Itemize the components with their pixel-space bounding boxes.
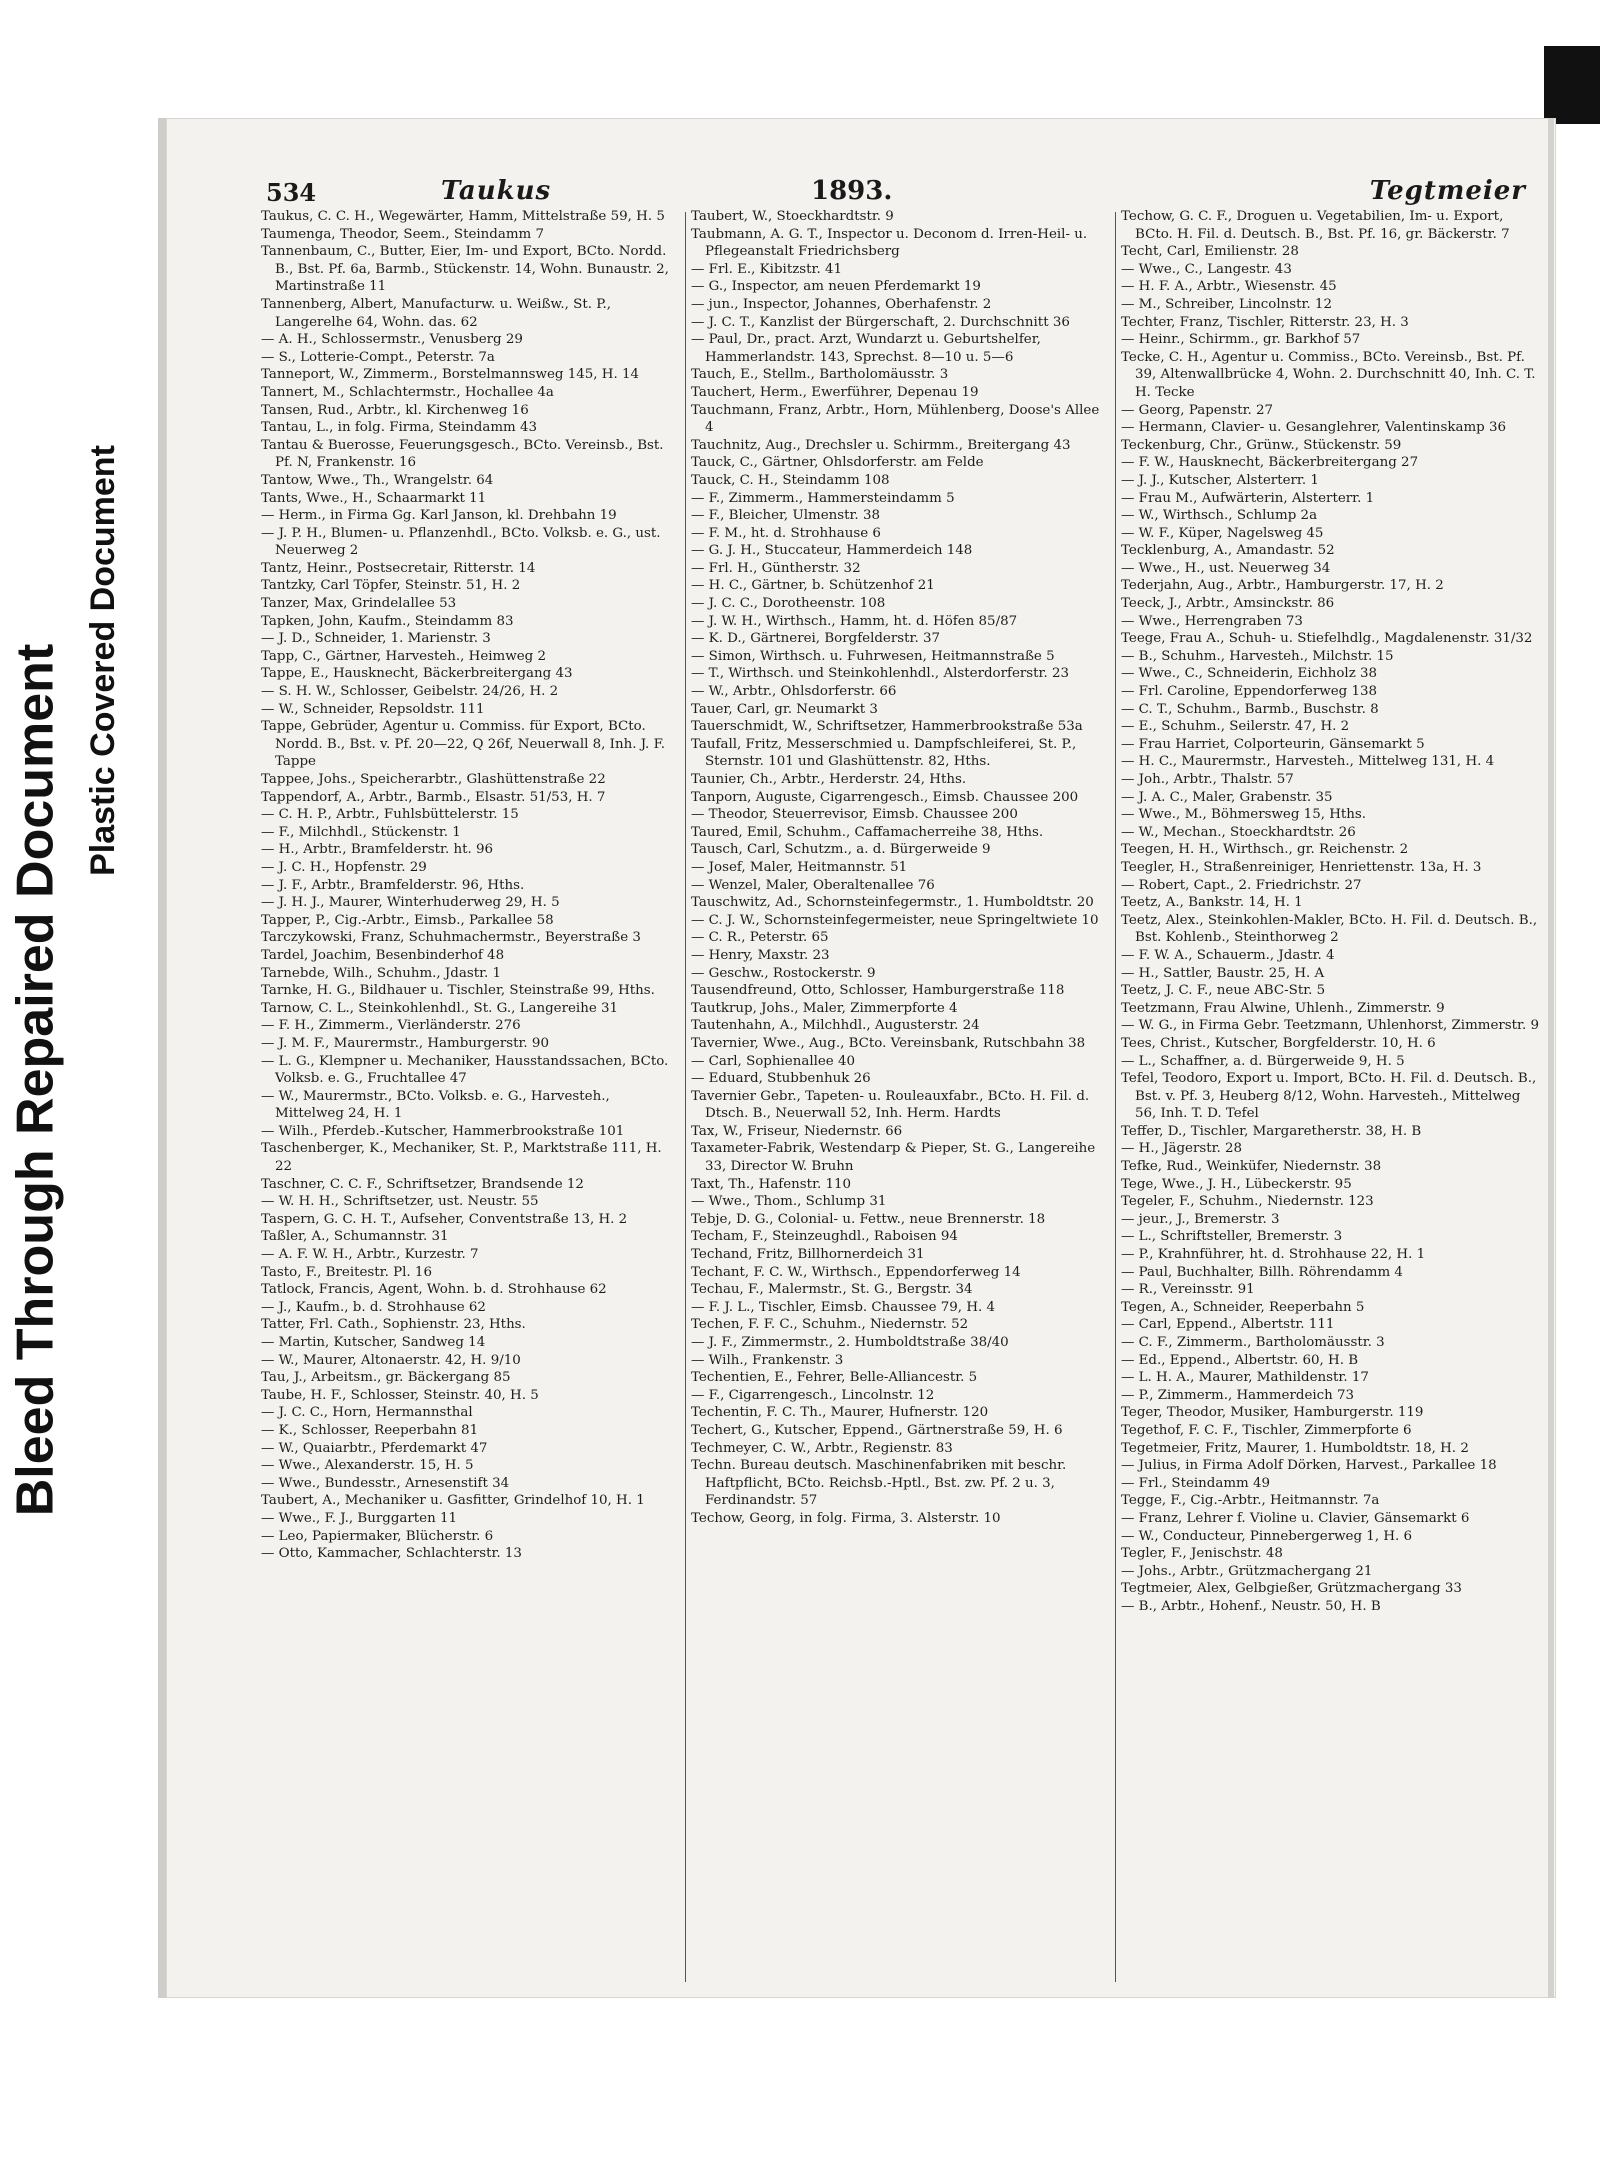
directory-entry: Tautkrup, Johs., Maler, Zimmerpforte 4 <box>691 1000 958 1016</box>
directory-entry: — Ed., Eppend., Albertstr. 60, H. B <box>1121 1352 1359 1368</box>
directory-entry: — Geschw., Rostockerstr. 9 <box>691 965 876 981</box>
directory-column-3 <box>1121 208 1541 1988</box>
header-left-word: Taukus <box>441 176 552 206</box>
directory-entry: Techant, F. C. W., Wirthsch., Eppendorferweg 14 <box>691 1264 1021 1280</box>
directory-entry: — H. F. A., Arbtr., Wiesenstr. 45 <box>1121 279 1337 295</box>
directory-entry: Tantau, L., in folg. Firma, Steindamm 43 <box>261 420 538 436</box>
directory-entry: — C. R., Peterstr. 65 <box>691 930 829 946</box>
directory-entry: Taukus, C. C. H., Wegewärter, Hamm, Mittelstraße 59, H. 5 <box>261 209 665 224</box>
directory-entry: Taschner, C. C. F., Schriftsetzer, Brandsende 12 <box>261 1176 584 1192</box>
directory-entry: Techn. Bureau deutsch. Maschinenfabriken mit beschr. Haftpflicht, BCto. Reichsb.-Hptl., Bst. zw. Pf. 2 u. 3, Ferdinandstr. 57 <box>691 1458 1067 1509</box>
directory-entry: — W., Maurer, Altonaerstr. 42, H. 9/10 <box>261 1352 521 1368</box>
directory-entry: — jeur., J., Bremerstr. 3 <box>1121 1211 1280 1227</box>
directory-entry: Tauch, E., Stellm., Bartholomäusstr. 3 <box>691 367 949 383</box>
directory-entry: — W., Conducteur, Pinnebergerweg 1, H. 6 <box>1121 1528 1413 1544</box>
directory-entry: — Frl. Caroline, Eppendorferweg 138 <box>1121 684 1378 700</box>
directory-entry: — Paul, Dr., pract. Arzt, Wundarzt u. Geburtshelfer, Hammerlandstr. 143, Sprechst. 8—10 u. 5—6 <box>691 332 1041 365</box>
directory-entry: — F. M., ht. d. Strohhause 6 <box>691 525 881 541</box>
directory-entry: — L. H. A., Maurer, Mathildenstr. 17 <box>1121 1370 1369 1386</box>
directory-entry: Tautenhahn, A., Milchhdl., Augusterstr. 24 <box>691 1018 980 1034</box>
directory-entry: Teegler, H., Straßenreiniger, Henriettenstr. 13a, H. 3 <box>1121 859 1482 875</box>
directory-entry: — Wwe., Bundesstr., Arnesenstift 34 <box>261 1475 510 1491</box>
directory-entry: — T., Wirthsch. und Steinkohlenhdl., Alsterdorferstr. 23 <box>691 666 1070 682</box>
directory-entry: — Georg, Papenstr. 27 <box>1121 402 1274 418</box>
directory-entry: Tanneport, W., Zimmerm., Borstelmannsweg 145, H. 14 <box>261 367 640 383</box>
directory-entry: Tausch, Carl, Schutzm., a. d. Bürgerweide 9 <box>691 842 991 858</box>
header-year: 1893. <box>811 176 893 206</box>
directory-entry: — J. P. H., Blumen- u. Pflanzenhdl., BCto. Volksb. e. G., ust. Neuerweg 2 <box>261 525 661 559</box>
directory-entry: — J. M. F., Maurermstr., Hamburgerstr. 90 <box>261 1035 549 1051</box>
directory-entry: — Wwe., C., Schneiderin, Eichholz 38 <box>1121 666 1378 682</box>
directory-entry: Tansen, Rud., Arbtr., kl. Kirchenweg 16 <box>261 402 529 418</box>
directory-entry: Tardel, Joachim, Besenbinderhof 48 <box>261 947 505 963</box>
directory-entry: Tavernier, Wwe., Aug., BCto. Vereinsbank, Rutschbahn 38 <box>691 1035 1086 1051</box>
directory-entry: — H., Arbtr., Bramfelderstr. ht. 96 <box>261 842 494 858</box>
directory-entry: Taubert, W., Stoeckhardtstr. 9 <box>691 209 894 224</box>
scanned-page <box>158 118 1556 1998</box>
header-right-word: Tegtmeier <box>1369 176 1526 206</box>
directory-entry: Taubert, A., Mechaniker u. Gasfitter, Grindelhof 10, H. 1 <box>261 1493 645 1509</box>
directory-entry: — J. J., Kutscher, Alsterterr. 1 <box>1121 472 1319 488</box>
directory-entry: — W., Schneider, Repsoldstr. 111 <box>261 701 485 717</box>
directory-entry: — K., Schlosser, Reeperbahn 81 <box>261 1422 479 1438</box>
directory-entry: — G. J. H., Stuccateur, Hammerdeich 148 <box>691 543 973 559</box>
directory-entry: — C. F., Zimmerm., Bartholomäusstr. 3 <box>1121 1335 1385 1350</box>
directory-entry: — Otto, Kammacher, Schlachterstr. 13 <box>261 1546 522 1562</box>
side-label-repaired-text: Bleed Through Repaired Document <box>6 643 64 1517</box>
directory-entry: Tefel, Teodoro, Export u. Import, BCto. H. Fil. d. Deutsch. B., Bst. v. Pf. 3, Heuberg 8/12, Wohn. Harvesteh., Mittelweg 56, Inh. T. D. Tefel <box>1121 1071 1537 1122</box>
black-tab-marker <box>1544 46 1600 124</box>
directory-entry: Tarnebde, Wilh., Schuhm., Jdastr. 1 <box>261 965 502 981</box>
directory-entry: — L., Schaffner, a. d. Bürgerweide 9, H. 5 <box>1121 1053 1405 1069</box>
directory-entry: — Carl, Eppend., Albertstr. 111 <box>1121 1317 1335 1333</box>
directory-entry: Tappe, Gebrüder, Agentur u. Commiss. für Export, BCto. Nordd. B., Bst. v. Pf. 20—22, Q 26f, Neuerwall 8, Inh. J. F. Tappe <box>261 719 666 770</box>
directory-entry: — F. H., Zimmerm., Vierländerstr. 276 <box>261 1018 521 1034</box>
directory-entry: Tax, W., Friseur, Niedernstr. 66 <box>691 1123 903 1139</box>
directory-entry: — Theodor, Steuerrevisor, Eimsb. Chaussee 200 <box>691 807 1018 823</box>
directory-entry: — J. A. C., Maler, Grabenstr. 35 <box>1121 789 1333 805</box>
directory-entry: — Robert, Capt., 2. Friedrichstr. 27 <box>1121 877 1362 893</box>
directory-entry: Tauschwitz, Ad., Schornsteinfegermstr., 1. Humboldtstr. 20 <box>691 895 1094 911</box>
directory-entry: Tegge, F., Cig.-Arbtr., Heitmannstr. 7a <box>1121 1493 1380 1509</box>
directory-entry: Techt, Carl, Emilienstr. 28 <box>1121 244 1299 260</box>
directory-entry: — J. W. H., Wirthsch., Hamm, ht. d. Höfen 85/87 <box>691 613 1018 629</box>
directory-entry: Techert, G., Kutscher, Eppend., Gärtnerstraße 59, H. 6 <box>691 1422 1063 1438</box>
directory-entry: — C. J. W., Schornsteinfegermeister, neue Springeltwiete 10 <box>691 912 1099 928</box>
directory-entry: Teegen, H. H., Wirthsch., gr. Reichenstr. 2 <box>1121 842 1409 858</box>
directory-entry: — Wwe., F. J., Burggarten 11 <box>261 1510 457 1526</box>
directory-entry: — Frau Harriet, Colporteurin, Gänsemarkt 5 <box>1121 736 1425 752</box>
directory-entry: — Frau M., Aufwärterin, Alsterterr. 1 <box>1121 490 1375 506</box>
directory-entry: Taxt, Th., Hafenstr. 110 <box>691 1176 852 1192</box>
directory-entry: Teege, Frau A., Schuh- u. Stiefelhdlg., Magdalenenstr. 31/32 <box>1121 631 1533 647</box>
directory-entry: — W., Arbtr., Ohlsdorferstr. 66 <box>691 684 897 700</box>
directory-entry: Taschenberger, K., Mechaniker, St. P., Marktstraße 111, H. 22 <box>261 1141 662 1175</box>
directory-entry: — Wwe., C., Langestr. 43 <box>1121 261 1292 277</box>
directory-entry: Teetz, A., Bankstr. 14, H. 1 <box>1121 895 1303 911</box>
directory-entry: Taunier, Ch., Arbtr., Herderstr. 24, Hths. <box>691 772 967 787</box>
directory-entry: — J. F., Zimmermstr., 2. Humboldtstraße 38/40 <box>691 1335 1009 1350</box>
side-label-plastic <box>78 380 128 940</box>
side-label-plastic-text: Plastic Covered Document <box>83 444 122 876</box>
directory-entry: Teckenburg, Chr., Grünw., Stückenstr. 59 <box>1121 437 1402 453</box>
directory-column-2 <box>691 208 1111 1988</box>
directory-entry: — W. H. H., Schriftsetzer, ust. Neustr. 55 <box>261 1194 539 1210</box>
directory-entry: — J. H. J., Maurer, Winterhuderweg 29, H. 5 <box>261 895 560 911</box>
directory-entry: — M., Schreiber, Lincolnstr. 12 <box>1121 296 1332 312</box>
directory-entry: Tees, Christ., Kutscher, Borgfelderstr. 10, H. 6 <box>1121 1035 1436 1051</box>
directory-entry: Techen, F. F. C., Schuhm., Niedernstr. 52 <box>691 1317 969 1333</box>
directory-entry: Tegtmeier, Alex, Gelbgießer, Grützmachergang 33 <box>1121 1581 1462 1597</box>
directory-entry: — Wwe., Thom., Schlump 31 <box>691 1194 887 1210</box>
directory-entry: Tantau & Buerosse, Feuerungsgesch., BCto. Vereinsb., Bst. Pf. N, Frankenstr. 16 <box>261 437 664 471</box>
directory-entry: Tege, Wwe., J. H., Lübeckerstr. 95 <box>1121 1176 1352 1192</box>
directory-entry: Tauchert, Herm., Ewerführer, Depenau 19 <box>691 384 979 400</box>
directory-entry: — G., Inspector, am neuen Pferdemarkt 19 <box>691 279 981 295</box>
directory-entry: Tapp, C., Gärtner, Harvesteh., Heimweg 2 <box>261 648 546 664</box>
directory-entry: — E., Schuhm., Seilerstr. 47, H. 2 <box>1121 719 1350 735</box>
directory-entry: — J. D., Schneider, 1. Marienstr. 3 <box>261 631 491 647</box>
directory-entry: — W., Maurermstr., BCto. Volksb. e. G., Harvesteh., Mittelweg 24, H. 1 <box>261 1088 610 1122</box>
directory-entry: — Joh., Arbtr., Thalstr. 57 <box>1121 772 1294 787</box>
directory-entry: — W. F., Küper, Nagelsweg 45 <box>1121 525 1324 541</box>
directory-entry: — Carl, Sophienallee 40 <box>691 1053 856 1069</box>
directory-entry: — C. H. P., Arbtr., Fuhlsbüttelerstr. 15 <box>261 807 519 823</box>
directory-entry: — Frl. E., Kibitzstr. 41 <box>691 261 842 277</box>
directory-entry: — J. F., Arbtr., Bramfelderstr. 96, Hths. <box>261 877 525 893</box>
directory-entry: Tappe, E., Hausknecht, Bäckerbreitergang 43 <box>261 666 573 682</box>
directory-entry: Techand, Fritz, Billhornerdeich 31 <box>691 1247 925 1263</box>
directory-column-1 <box>261 208 681 1988</box>
directory-entry: — C. T., Schuhm., Barmb., Buschstr. 8 <box>1121 701 1379 717</box>
directory-entry: Teeck, J., Arbtr., Amsinckstr. 86 <box>1121 596 1335 612</box>
directory-entry: Tantz, Heinr., Postsecretair, Ritterstr. 14 <box>261 560 536 576</box>
directory-entry: Tatter, Frl. Cath., Sophienstr. 23, Hths. <box>261 1317 526 1333</box>
directory-entry: — Eduard, Stubbenhuk 26 <box>691 1071 871 1087</box>
directory-entry: — Wilh., Pferdeb.-Kutscher, Hammerbrookstraße 101 <box>261 1123 625 1139</box>
directory-entry: Teetz, Alex., Steinkohlen-Makler, BCto. H. Fil. d. Deutsch. B., Bst. Kohlenb., Steinthorweg 2 <box>1121 912 1538 946</box>
directory-entry: — Wwe., Alexanderstr. 15, H. 5 <box>261 1458 474 1474</box>
directory-entry: — R., Vereinsstr. 91 <box>1121 1282 1255 1298</box>
column-divider <box>685 212 686 1982</box>
directory-entry: — J. C. C., Horn, Hermannsthal <box>261 1405 473 1421</box>
directory-entry: Tanzer, Max, Grindelallee 53 <box>261 596 457 612</box>
directory-entry: Taufall, Fritz, Messerschmied u. Dampfschleiferei, St. P., Sternstr. 101 und Glashüttenstr. 82, Hths. <box>691 736 1077 770</box>
directory-entry: Tausendfreund, Otto, Schlosser, Hamburgerstraße 118 <box>691 983 1065 999</box>
directory-entry: Tannenberg, Albert, Manufacturw. u. Weißw., St. P., Langerelhe 64, Wohn. das. 62 <box>261 296 612 330</box>
directory-entry: — Julius, in Firma Adolf Dörken, Harvest., Parkallee 18 <box>1121 1458 1497 1474</box>
directory-entry: — Franz, Lehrer f. Violine u. Clavier, Gänsemarkt 6 <box>1121 1510 1470 1526</box>
directory-entry: Tauchmann, Franz, Arbtr., Horn, Mühlenberg, Doose's Allee 4 <box>691 402 1100 436</box>
directory-entry: Techentien, E., Fehrer, Belle-Alliancestr. 5 <box>691 1370 978 1386</box>
directory-entry: — F., Zimmerm., Hammersteindamm 5 <box>691 490 955 506</box>
directory-entry: Tannert, M., Schlachtermstr., Hochallee 4a <box>261 384 554 400</box>
directory-entry: Tatlock, Francis, Agent, Wohn. b. d. Strohhause 62 <box>261 1282 607 1298</box>
directory-entry: — W., Wirthsch., Schlump 2a <box>1121 508 1318 524</box>
directory-entry: Tefke, Rud., Weinküfer, Niedernstr. 38 <box>1121 1159 1382 1175</box>
directory-entry: Tegler, F., Jenischstr. 48 <box>1121 1546 1283 1562</box>
directory-entry: Tanporn, Auguste, Cigarrengesch., Eimsb. Chaussee 200 <box>691 789 1079 805</box>
directory-entry: — J., Kaufm., b. d. Strohhause 62 <box>261 1299 486 1315</box>
directory-entry: — Simon, Wirthsch. u. Fuhrwesen, Heitmannstraße 5 <box>691 648 1055 664</box>
directory-entry: — Paul, Buchhalter, Billh. Röhrendamm 4 <box>1121 1264 1403 1280</box>
directory-entry: Techam, F., Steinzeughdl., Raboisen 94 <box>691 1229 958 1245</box>
directory-entry: Tauer, Carl, gr. Neumarkt 3 <box>691 701 878 717</box>
directory-entry: Tantow, Wwe., Th., Wrangelstr. 64 <box>261 472 494 488</box>
directory-entry: Tapken, John, Kaufm., Steindamm 83 <box>261 613 514 629</box>
directory-entry: — jun., Inspector, Johannes, Oberhafenstr. 2 <box>691 296 992 312</box>
directory-entry: Tappendorf, A., Arbtr., Barmb., Elsastr. 51/53, H. 7 <box>261 789 606 805</box>
directory-entry: — H. C., Maurermstr., Harvesteh., Mittelweg 131, H. 4 <box>1121 754 1495 770</box>
directory-entry: — F., Cigarrengesch., Lincolnstr. 12 <box>691 1387 935 1403</box>
directory-entry: — L., Schriftsteller, Bremerstr. 3 <box>1121 1229 1343 1245</box>
directory-entry: — A. H., Schlossermstr., Venusberg 29 <box>261 332 523 348</box>
directory-entry: — W., Mechan., Stoeckhardtstr. 26 <box>1121 824 1356 840</box>
directory-entry: — F., Milchhdl., Stückenstr. 1 <box>261 824 461 840</box>
side-label-repaired <box>6 330 64 1830</box>
directory-entry: Teffer, D., Tischler, Margaretherstr. 38, H. B <box>1121 1123 1422 1139</box>
directory-entry: Tants, Wwe., H., Schaarmarkt 11 <box>261 490 487 506</box>
directory-entry: — B., Schuhm., Harvesteh., Milchstr. 15 <box>1121 648 1394 664</box>
directory-entry: — Frl., Steindamm 49 <box>1121 1475 1271 1491</box>
directory-entry: — Heinr., Schirmm., gr. Barkhof 57 <box>1121 332 1361 348</box>
directory-entry: — Josef, Maler, Heitmannstr. 51 <box>691 859 908 875</box>
directory-entry: — Frl. H., Güntherstr. 32 <box>691 560 861 576</box>
directory-entry: Taßler, A., Schumannstr. 31 <box>261 1229 449 1245</box>
directory-entry: — H., Sattler, Baustr. 25, H. A <box>1121 965 1325 981</box>
directory-entry: Tapper, P., Cig.-Arbtr., Eimsb., Parkallee 58 <box>261 912 554 928</box>
directory-entry: Techau, F., Malermstr., St. G., Bergstr. 34 <box>691 1282 973 1298</box>
directory-entry: Tantzky, Carl Töpfer, Steinstr. 51, H. 2 <box>261 578 521 594</box>
directory-entry: Tauchnitz, Aug., Drechsler u. Schirmm., Breitergang 43 <box>691 437 1071 453</box>
directory-entry: Tarczykowski, Franz, Schuhmachermstr., Beyerstraße 3 <box>261 930 641 946</box>
directory-entry: — A. F. W. H., Arbtr., Kurzestr. 7 <box>261 1247 479 1263</box>
directory-entry: — Wenzel, Maler, Oberaltenallee 76 <box>691 877 935 893</box>
directory-entry: — W., Quaiarbtr., Pferdemarkt 47 <box>261 1440 488 1456</box>
directory-entry: Tappee, Johs., Speicherarbtr., Glashüttenstraße 22 <box>261 772 606 787</box>
directory-entry: — J. C. H., Hopfenstr. 29 <box>261 859 427 875</box>
directory-entry: Taxameter-Fabrik, Westendarp & Pieper, St. G., Langereihe 33, Director W. Bruhn <box>691 1141 1096 1175</box>
directory-entry: Tavernier Gebr., Tapeten- u. Rouleauxfabr., BCto. H. Fil. d. Dtsch. B., Neuerwall 52, Inh. Herm. Hardts <box>691 1088 1090 1122</box>
directory-entry: Tecklenburg, A., Amandastr. 52 <box>1121 543 1335 559</box>
directory-entry: Tegen, A., Schneider, Reeperbahn 5 <box>1121 1299 1365 1315</box>
directory-entry: — J. C. T., Kanzlist der Bürgerschaft, 2. Durchschnitt 36 <box>691 314 1070 330</box>
directory-entry: Taumenga, Theodor, Seem., Steindamm 7 <box>261 226 545 242</box>
directory-entry: — Hermann, Clavier- u. Gesanglehrer, Valentinskamp 36 <box>1121 420 1507 436</box>
directory-entry: — L. G., Klempner u. Mechaniker, Hausstandssachen, BCto. Volksb. e. G., Fruchtallee 47 <box>261 1053 669 1087</box>
directory-entry: Taspern, G. C. H. T., Aufseher, Conventstraße 13, H. 2 <box>261 1211 628 1227</box>
directory-entry: — F., Bleicher, Ulmenstr. 38 <box>691 508 880 524</box>
directory-entry: — W. G., in Firma Gebr. Teetzmann, Uhlenhorst, Zimmerstr. 9 <box>1121 1018 1540 1034</box>
directory-entry: Tegethof, F. C. F., Tischler, Zimmerpforte 6 <box>1121 1422 1412 1438</box>
directory-entry: — S., Lotterie-Compt., Peterstr. 7a <box>261 349 495 365</box>
directory-entry: — P., Krahnführer, ht. d. Strohhause 22, H. 1 <box>1121 1247 1426 1263</box>
directory-entry: Techow, Georg, in folg. Firma, 3. Alsterstr. 10 <box>691 1510 1001 1526</box>
directory-entry: Taubmann, A. G. T., Inspector u. Deconom d. Irren-Heil- u. Pflegeanstalt Friedrichsberg <box>691 226 1088 260</box>
directory-entry: Taube, H. F., Schlosser, Steinstr. 40, H. 5 <box>261 1387 539 1403</box>
directory-entry: Tegeler, F., Schuhm., Niedernstr. 123 <box>1121 1194 1374 1210</box>
directory-entry: Techentin, F. C. Th., Maurer, Hufnerstr. 120 <box>691 1405 989 1421</box>
directory-entry: Techow, G. C. F., Droguen u. Vegetabilien, Im- u. Export, BCto. H. Fil. d. Deutsch. B., Bst. Pf. 16, gr. Bäckerstr. 7 <box>1121 209 1510 242</box>
directory-entry: Tarnow, C. L., Steinkohlenhdl., St. G., Langereihe 31 <box>261 1000 619 1016</box>
directory-entry: — Wwe., M., Böhmersweg 15, Hths. <box>1121 807 1367 823</box>
directory-entry: Tarnke, H. G., Bildhauer u. Tischler, Steinstraße 99, Hths. <box>261 983 655 999</box>
directory-entry: — Wilh., Frankenstr. 3 <box>691 1352 844 1368</box>
directory-entry: Tasto, F., Breitestr. Pl. 16 <box>261 1264 432 1280</box>
directory-entry: Tauerschmidt, W., Schriftsetzer, Hammerbrookstraße 53a <box>691 719 1083 735</box>
directory-entry: Tannenbaum, C., Butter, Eier, Im- und Export, BCto. Nordd. B., Bst. Pf. 6a, Barmb., Stückenstr. 14, Wohn. Bunaustr. 2, Martinstraße 11 <box>261 244 669 295</box>
directory-entry: Teetzmann, Frau Alwine, Uhlenh., Zimmerstr. 9 <box>1121 1000 1445 1016</box>
directory-entry: Tau, J., Arbeitsm., gr. Bäckergang 85 <box>261 1370 511 1386</box>
directory-entry: — Johs., Arbtr., Grützmachergang 21 <box>1121 1563 1373 1579</box>
directory-entry: Techmeyer, C. W., Arbtr., Regienstr. 83 <box>691 1440 953 1456</box>
directory-entry: — J. C. C., Dorotheenstr. 108 <box>691 596 886 612</box>
directory-entry: — B., Arbtr., Hohenf., Neustr. 50, H. B <box>1121 1598 1381 1614</box>
directory-entry: Tauck, C., Gärtner, Ohlsdorferstr. am Felde <box>691 455 984 471</box>
directory-entry: Tebje, D. G., Colonial- u. Fettw., neue Brennerstr. 18 <box>691 1211 1046 1227</box>
directory-entry: — S. H. W., Schlosser, Geibelstr. 24/26, H. 2 <box>261 684 559 700</box>
directory-entry: — F. W. A., Schauerm., Jdastr. 4 <box>1121 947 1335 963</box>
directory-entry: — Henry, Maxstr. 23 <box>691 947 830 963</box>
directory-entry: Tegetmeier, Fritz, Maurer, 1. Humboldtstr. 18, H. 2 <box>1121 1440 1469 1456</box>
directory-entry: Teger, Theodor, Musiker, Hamburgerstr. 119 <box>1121 1405 1424 1421</box>
directory-entry: — H., Jägerstr. 28 <box>1121 1141 1243 1157</box>
directory-entry: Tecke, C. H., Agentur u. Commiss., BCto. Vereinsb., Bst. Pf. 39, Altenwallbrücke 4, Wohn. 2. Durchschnitt 40, Inh. C. T. H. Tecke <box>1121 349 1536 400</box>
page-number: 534 <box>266 178 317 207</box>
directory-entry: — Leo, Papiermaker, Blücherstr. 6 <box>261 1528 494 1544</box>
directory-entry: — Wwe., Herrengraben 73 <box>1121 613 1303 629</box>
directory-entry: — K. D., Gärtnerei, Borgfelderstr. 37 <box>691 631 940 647</box>
directory-entry: Taured, Emil, Schuhm., Caffamacherreihe 38, Hths. <box>691 824 1044 840</box>
directory-entry: — Wwe., H., ust. Neuerweg 34 <box>1121 560 1331 576</box>
directory-entry: Tederjahn, Aug., Arbtr., Hamburgerstr. 17, H. 2 <box>1121 578 1444 594</box>
page-edge <box>1548 118 1554 1998</box>
directory-entry: — F. W., Hausknecht, Bäckerbreitergang 27 <box>1121 455 1419 471</box>
directory-entry: Techter, Franz, Tischler, Ritterstr. 23, H. 3 <box>1121 314 1409 330</box>
directory-entry: — Herm., in Firma Gg. Karl Janson, kl. Drehbahn 19 <box>261 508 617 524</box>
directory-entry: — F. J. L., Tischler, Eimsb. Chaussee 79, H. 4 <box>691 1299 996 1315</box>
directory-entry: Tauck, C. H., Steindamm 108 <box>691 472 890 488</box>
directory-entry: — H. C., Gärtner, b. Schützenhof 21 <box>691 578 935 594</box>
directory-entry: — P., Zimmerm., Hammerdeich 73 <box>1121 1387 1355 1403</box>
directory-entry: Teetz, J. C. F., neue ABC-Str. 5 <box>1121 983 1326 999</box>
column-divider <box>1115 212 1116 1982</box>
directory-entry: — Martin, Kutscher, Sandweg 14 <box>261 1335 486 1350</box>
